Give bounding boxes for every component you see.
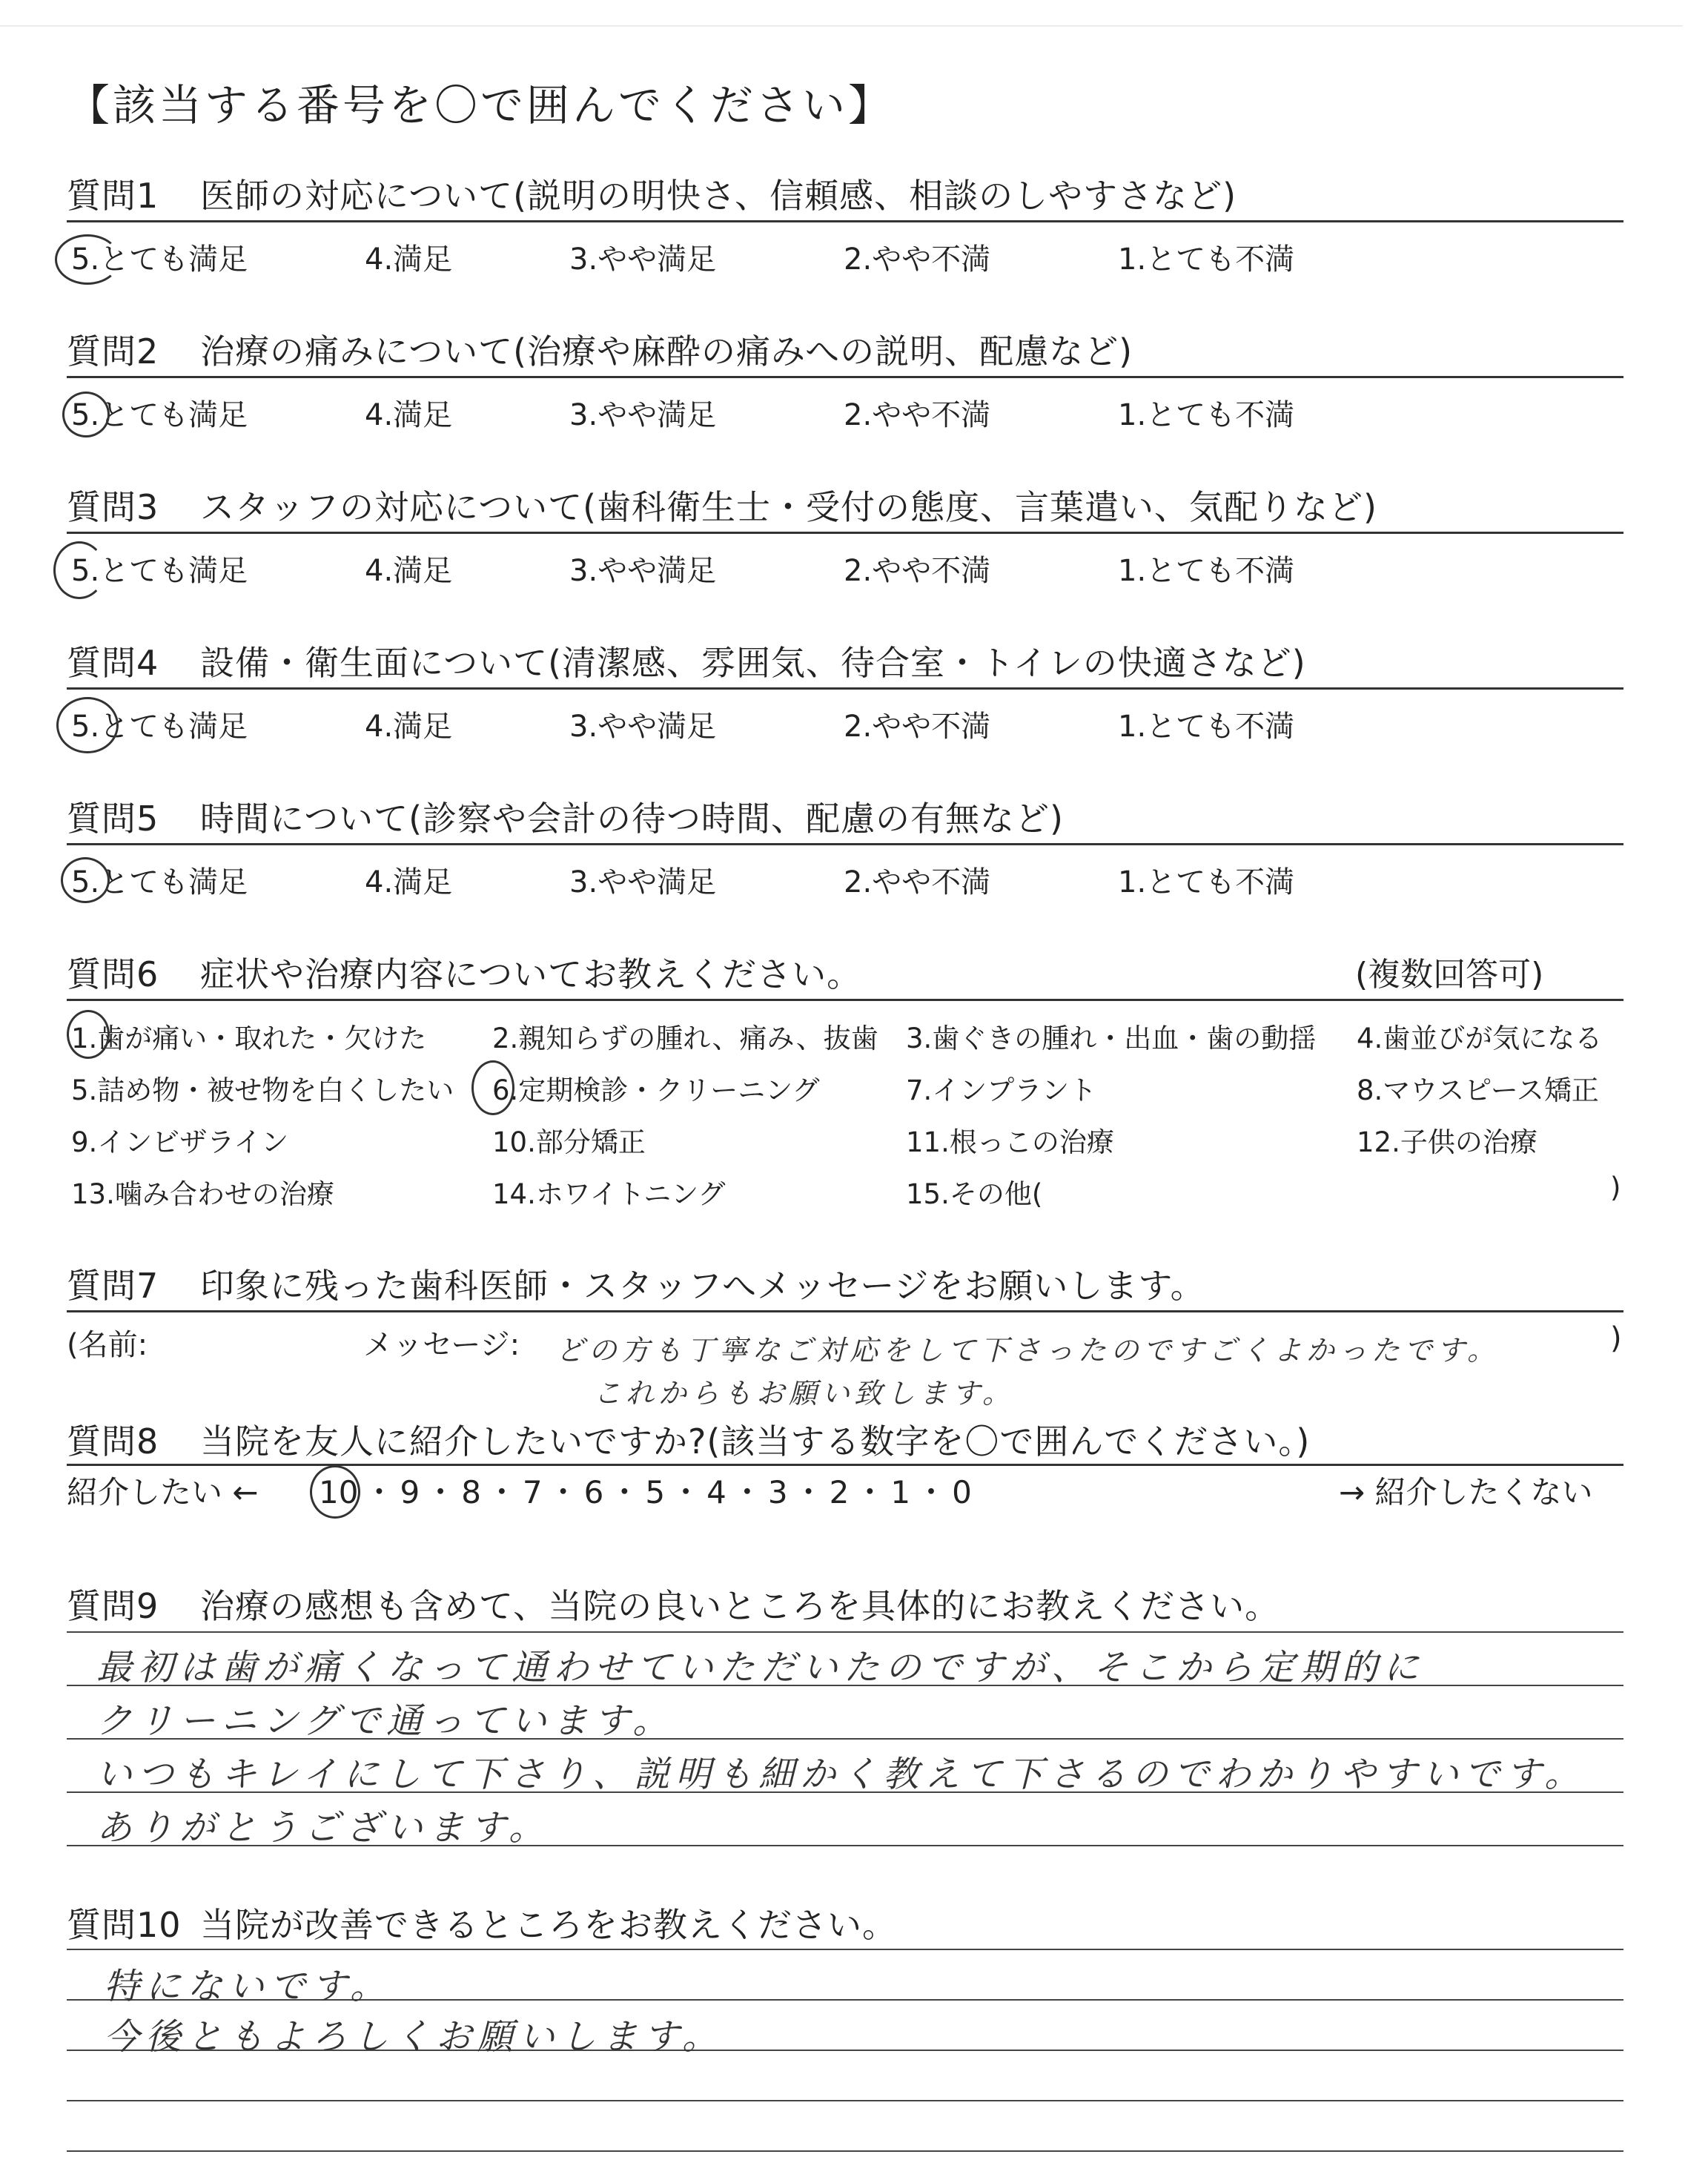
q4-option-5[interactable]: 5.とても満足	[71, 710, 248, 744]
scale-8[interactable]: 8	[461, 1474, 481, 1510]
q2-option-1[interactable]: 1.とても不満	[1118, 398, 1295, 432]
scale-1[interactable]: 1	[890, 1474, 911, 1510]
question-number: 質問7	[67, 1266, 159, 1306]
q6-option-9[interactable]: 9.インビザライン	[71, 1126, 289, 1158]
question-7-title	[67, 1259, 1623, 1308]
question-text: 当院が改善できるところをお教えください。	[200, 1905, 897, 1945]
q6-option-1-selection-circle	[67, 1010, 110, 1059]
q1-option-2[interactable]: 2.やや不満	[844, 242, 991, 277]
question-text: スタッフの対応について(歯科衛生士・受付の態度、言葉遣い、気配りなど)	[200, 487, 1377, 527]
question-number: 質問2	[67, 331, 159, 371]
question-4-rule	[67, 687, 1623, 690]
q6-option-4[interactable]: 4.歯並びが気になる	[1357, 1023, 1603, 1054]
question-5-rule	[67, 843, 1623, 845]
question-1-rule	[67, 220, 1623, 222]
scale-6[interactable]: 6	[583, 1474, 604, 1510]
q3-option-1[interactable]: 1.とても不満	[1118, 554, 1295, 588]
question-number: 質問3	[67, 487, 159, 527]
question-text: 印象に残った歯科医師・スタッフへメッセージをお願いします。	[200, 1266, 1205, 1306]
message-close-paren: )	[1610, 1321, 1622, 1355]
handwritten-q9-line-3: いつもキレイにして下さり、説明も細かく教えて下さるのでわかりやすいです。	[96, 1754, 1586, 1795]
recommend-right-label: → 紹介したくない	[1339, 1474, 1593, 1510]
q4-option-2[interactable]: 2.やや不満	[844, 710, 991, 744]
q6-other-close-paren: )	[1610, 1172, 1621, 1203]
question-number: 質問4	[67, 643, 159, 683]
message-label: メッセージ:	[363, 1328, 520, 1362]
question-text: 設備・衛生面について(清潔感、雰囲気、待合室・トイレの快適さなど)	[200, 643, 1306, 683]
question-text: 医師の対応について(説明の明快さ、信頼感、相談のしやすさなど)	[200, 176, 1237, 216]
q1-selection-circle	[55, 234, 120, 285]
scan-edge	[0, 25, 1683, 27]
q1-option-5[interactable]: 5.とても満足	[71, 242, 248, 277]
q6-option-8[interactable]: 8.マウスピース矯正	[1357, 1074, 1599, 1106]
question-number: 質問1	[67, 176, 159, 216]
question-4-title	[67, 636, 1623, 685]
q5-option-2[interactable]: 2.やや不満	[844, 865, 991, 899]
scale-7[interactable]: 7	[522, 1474, 543, 1510]
q3-option-5[interactable]: 5.とても満足	[71, 554, 248, 588]
question-1-title	[67, 169, 1623, 218]
q6-option-15[interactable]: 15.その他(	[906, 1178, 1043, 1210]
q5-option-4[interactable]: 4.満足	[365, 865, 453, 899]
handwritten-q9-line-4: ありがとうございます。	[96, 1807, 551, 1849]
q4-option-3[interactable]: 3.やや満足	[569, 710, 717, 744]
q3-option-2[interactable]: 2.やや不満	[844, 554, 991, 588]
question-3-title	[67, 480, 1623, 529]
question-number: 質問8	[67, 1421, 159, 1462]
q3-option-4[interactable]: 4.満足	[365, 554, 453, 588]
question-text: 症状や治療内容についてお教えください。	[200, 954, 862, 994]
q6-option-7[interactable]: 7.インプラント	[906, 1074, 1097, 1106]
q6-option-6[interactable]: 6.定期検診・クリーニング	[492, 1074, 820, 1106]
q6-option-1[interactable]: 1.歯が痛い・取れた・欠けた	[71, 1023, 427, 1054]
q5-option-5[interactable]: 5.とても満足	[71, 865, 248, 899]
q6-option-12[interactable]: 12.子供の治療	[1357, 1126, 1537, 1158]
question-8-rule	[67, 1464, 1623, 1466]
handwritten-q10-line-1: 特にないです。	[104, 1966, 392, 2007]
question-5-title	[67, 792, 1623, 841]
question-text: 当院を友人に紹介したいですか?(該当する数字を〇で囲んでください。)	[200, 1421, 1311, 1462]
question-9-title	[67, 1579, 1623, 1628]
q2-option-3[interactable]: 3.やや満足	[569, 398, 717, 432]
question-7-rule	[67, 1310, 1623, 1312]
handwritten-q9-line-1: 最初は歯が痛くなって通わせていただいたのですが、そこから定期的に	[96, 1647, 1426, 1688]
question-2-title	[67, 325, 1623, 374]
q6-option-2[interactable]: 2.親知らずの腫れ、痛み、抜歯	[492, 1023, 878, 1054]
form-instruction-header: 【該当する番号を〇で囲んでください】	[67, 80, 895, 131]
handwritten-q9-line-2: クリーニングで通っています。	[96, 1700, 675, 1742]
q1-option-3[interactable]: 3.やや満足	[569, 242, 717, 277]
q10-write-line-1	[67, 1949, 1623, 1950]
question-8-title	[67, 1415, 1623, 1464]
q10-write-line-4	[67, 2100, 1623, 2101]
question-text: 治療の感想も含めて、当院の良いところを具体的にお教えください。	[200, 1586, 1280, 1626]
name-label: (名前:	[67, 1328, 148, 1362]
handwritten-message-line-1: どの方も丁寧なご対応をして下さったのですごくよかったです。	[556, 1334, 1500, 1367]
question-number: 質問9	[67, 1586, 159, 1626]
q4-selection-circle	[56, 697, 119, 753]
q6-option-5[interactable]: 5.詰め物・被せ物を白くしたい	[71, 1074, 454, 1106]
recommend-left-label: 紹介したい ←	[67, 1474, 259, 1510]
scale-0[interactable]: 0	[952, 1474, 972, 1510]
q6-option-10[interactable]: 10.部分矯正	[492, 1126, 646, 1158]
q3-option-3[interactable]: 3.やや満足	[569, 554, 717, 588]
q5-option-1[interactable]: 1.とても不満	[1118, 865, 1295, 899]
q10-write-line-5	[67, 2150, 1623, 2152]
q1-option-1[interactable]: 1.とても不満	[1118, 242, 1295, 277]
q5-selection-circle	[61, 857, 110, 903]
q6-option-3[interactable]: 3.歯ぐきの腫れ・出血・歯の動揺	[906, 1023, 1317, 1054]
scale-9[interactable]: 9	[400, 1474, 420, 1510]
scale-4[interactable]: 4	[706, 1474, 726, 1510]
question-2-rule	[67, 376, 1623, 378]
q6-option-14[interactable]: 14.ホワイトニング	[492, 1178, 726, 1210]
q6-option-13[interactable]: 13.噛み合わせの治療	[71, 1178, 334, 1210]
q3-selection-circle	[53, 541, 105, 599]
question-10-title	[67, 1898, 1623, 1947]
scale-3[interactable]: 3	[767, 1474, 788, 1510]
q2-option-5[interactable]: 5.とても満足	[71, 398, 248, 432]
q6-option-6-selection-circle	[471, 1060, 514, 1115]
question-number: 質問10	[67, 1905, 182, 1945]
multiple-answer-note: (複数回答可)	[1355, 956, 1544, 994]
question-number: 質問5	[67, 799, 159, 839]
q2-selection-circle	[62, 392, 110, 437]
q9-write-line-1	[67, 1631, 1623, 1633]
scale-2[interactable]: 2	[829, 1474, 850, 1510]
q5-option-3[interactable]: 3.やや満足	[569, 865, 717, 899]
q2-option-2[interactable]: 2.やや不満	[844, 398, 991, 432]
q4-option-1[interactable]: 1.とても不満	[1118, 710, 1295, 744]
question-text: 時間について(診察や会計の待つ時間、配慮の有無など)	[200, 799, 1064, 839]
q1-option-4[interactable]: 4.満足	[365, 242, 453, 277]
q2-option-4[interactable]: 4.満足	[365, 398, 453, 432]
handwritten-message-line-2: これからもお願い致します。	[593, 1377, 1015, 1410]
question-number: 質問6	[67, 954, 159, 994]
question-6-rule	[67, 999, 1623, 1001]
scale-5[interactable]: 5	[645, 1474, 666, 1510]
handwritten-q10-line-2: 今後ともよろしくお願いします。	[104, 2016, 724, 2058]
recommend-scale: 10 ・ 9 ・ 8 ・ 7 ・ 6 ・ 5 ・ 4 ・ 3 ・ 2 ・ 1 ・ 0	[319, 1474, 972, 1510]
question-3-rule	[67, 532, 1623, 534]
q8-selection-circle	[310, 1465, 360, 1519]
q6-option-11[interactable]: 11.根っこの治療	[906, 1126, 1114, 1158]
scale-10[interactable]: 10	[319, 1474, 359, 1510]
question-text: 治療の痛みについて(治療や麻酔の痛みへの説明、配慮など)	[200, 331, 1133, 371]
q4-option-4[interactable]: 4.満足	[365, 710, 453, 744]
